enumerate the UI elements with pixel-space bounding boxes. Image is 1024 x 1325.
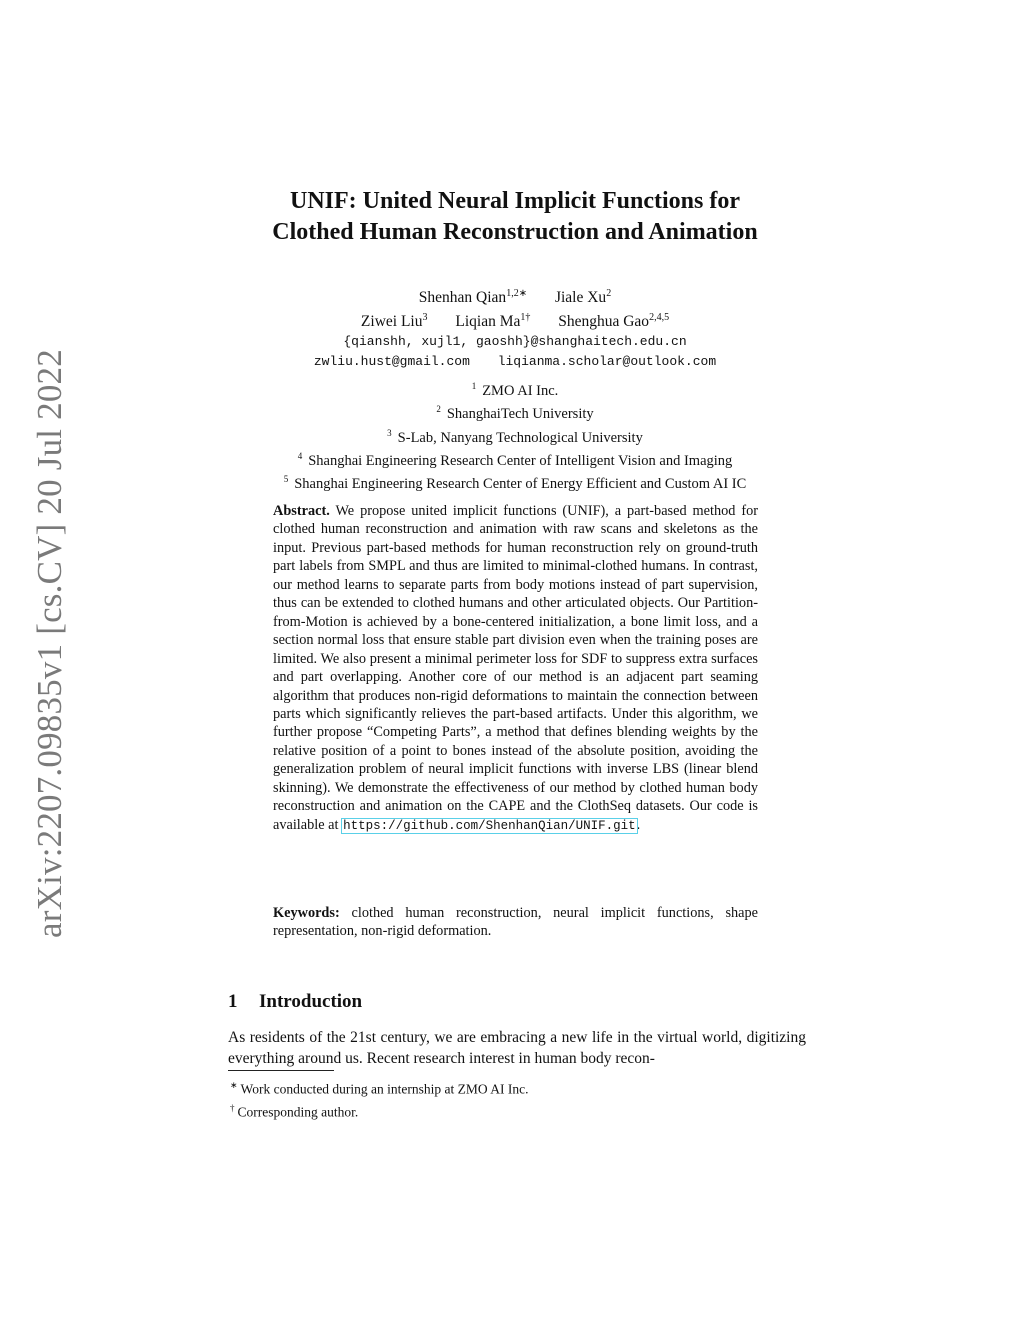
section-title: Introduction [259, 991, 363, 1012]
email: zwliu.hust@gmail.com [313, 354, 470, 370]
affiliation-list [200, 377, 830, 494]
code-link[interactable]: https://github.com/ShenhanQian/UNIF.git [343, 818, 636, 833]
affiliation: $^3$ S-Lab, Nanyang Technological University [387, 427, 643, 446]
affiliation: $^1$ ZMO AI Inc. [471, 381, 559, 399]
email-line-2 [230, 352, 800, 372]
keywords-text: clothed human reconstruction, neural implicit functions, shape representation, non-rigid deformation. [273, 905, 759, 940]
arxiv-identifier: arXiv:2207.09835v1 [cs.CV] 20 Jul 2022 [30, 349, 69, 938]
author: Liqian $Ma^{1\dagger}$ [455, 312, 531, 331]
footnote-divider [228, 1070, 334, 1071]
affiliation: $^4$ Shanghai Engineering Research Center of Intelligent Vision and Imaging [297, 450, 733, 469]
section-heading [228, 991, 362, 1013]
author-block [230, 284, 800, 372]
author-row-1 [230, 284, 800, 308]
author: Jiale Xu$^2$ [554, 288, 612, 307]
footnote: † Corresponding author. [230, 1102, 359, 1119]
title-line-1: UNIF: United Neural Implicit Functions for [290, 188, 740, 214]
abstract-text: We propose united implicit functions (UNIF), a part-based method for clothed human reconstruction and animation with raw scans and skeletons as the input. Previous part-based methods for human reconstruction rely on ground-truth part labels from SMPL and thus are limited to minimal-clothed humans. In contrast, our method learns to separate parts from body motions instead of part supervision, thus can be extended to clothed humans and other articulated objects. Our Partition-from-Motion is achieved by a bone-centered initialization, a bone limit loss, and a section normal loss that ensure stable part division even when the training poses are limited. We also present a minimal perimeter loss for SDF to suppress extra surfaces and part overlapping. Another core of our method is an adjacent part seaming algorithm that produces non-rigid deformations to maintain the connection between parts which significantly relieves the part-based artifacts. Under this algorithm, we further propose “Competing Parts”, a method that defines blending weights by the relative position of a point to bones instead of the absolute position, avoiding the generalization problem of neural implicit functions with inverse LBS (linear blend skinning). We demonstrate the effectiveness of our method by clothed human body reconstruction and animation on the CAPE and the ClothSeq datasets. Our code is available at [273, 503, 758, 833]
footnote: ∗ Work conducted during an internship at ZMO AI Inc. [230, 1080, 529, 1097]
author: Ziwei Liu$^3$ [360, 312, 428, 331]
affiliation: $^2$ ShanghaiTech University [436, 404, 594, 423]
keywords [273, 904, 758, 941]
affiliation: $^5$ Shanghai Engineering Research Center of Energy Efficient and Custom AI IC [283, 474, 747, 493]
author: Shenghua Gao$^{2,4,5}$ [558, 312, 670, 331]
author-row-2 [230, 308, 800, 332]
footnotes [230, 1076, 790, 1121]
email: liqianma.scholar@outlook.com [497, 354, 717, 370]
paper-title [180, 186, 850, 248]
title-line-2: Clothed Human Reconstruction and Animation [272, 219, 758, 245]
author: Shenhan Qian$^{1,2∗}$ [418, 288, 528, 307]
introduction-paragraph: As residents of the 21st century, we are embracing a new life in the virtual world, digitizing everything around us. Recent research interest in human body recon- [228, 1029, 806, 1067]
abstract [273, 502, 758, 835]
abstract-label: Abstract. [273, 503, 330, 519]
abstract-tail: . [636, 816, 641, 833]
section-number: 1 [228, 991, 238, 1012]
keywords-label: Keywords: [273, 905, 340, 921]
email-line-1: {qianshh, xujl1, gaoshh}@shanghaitech.edu.cn [343, 334, 687, 350]
